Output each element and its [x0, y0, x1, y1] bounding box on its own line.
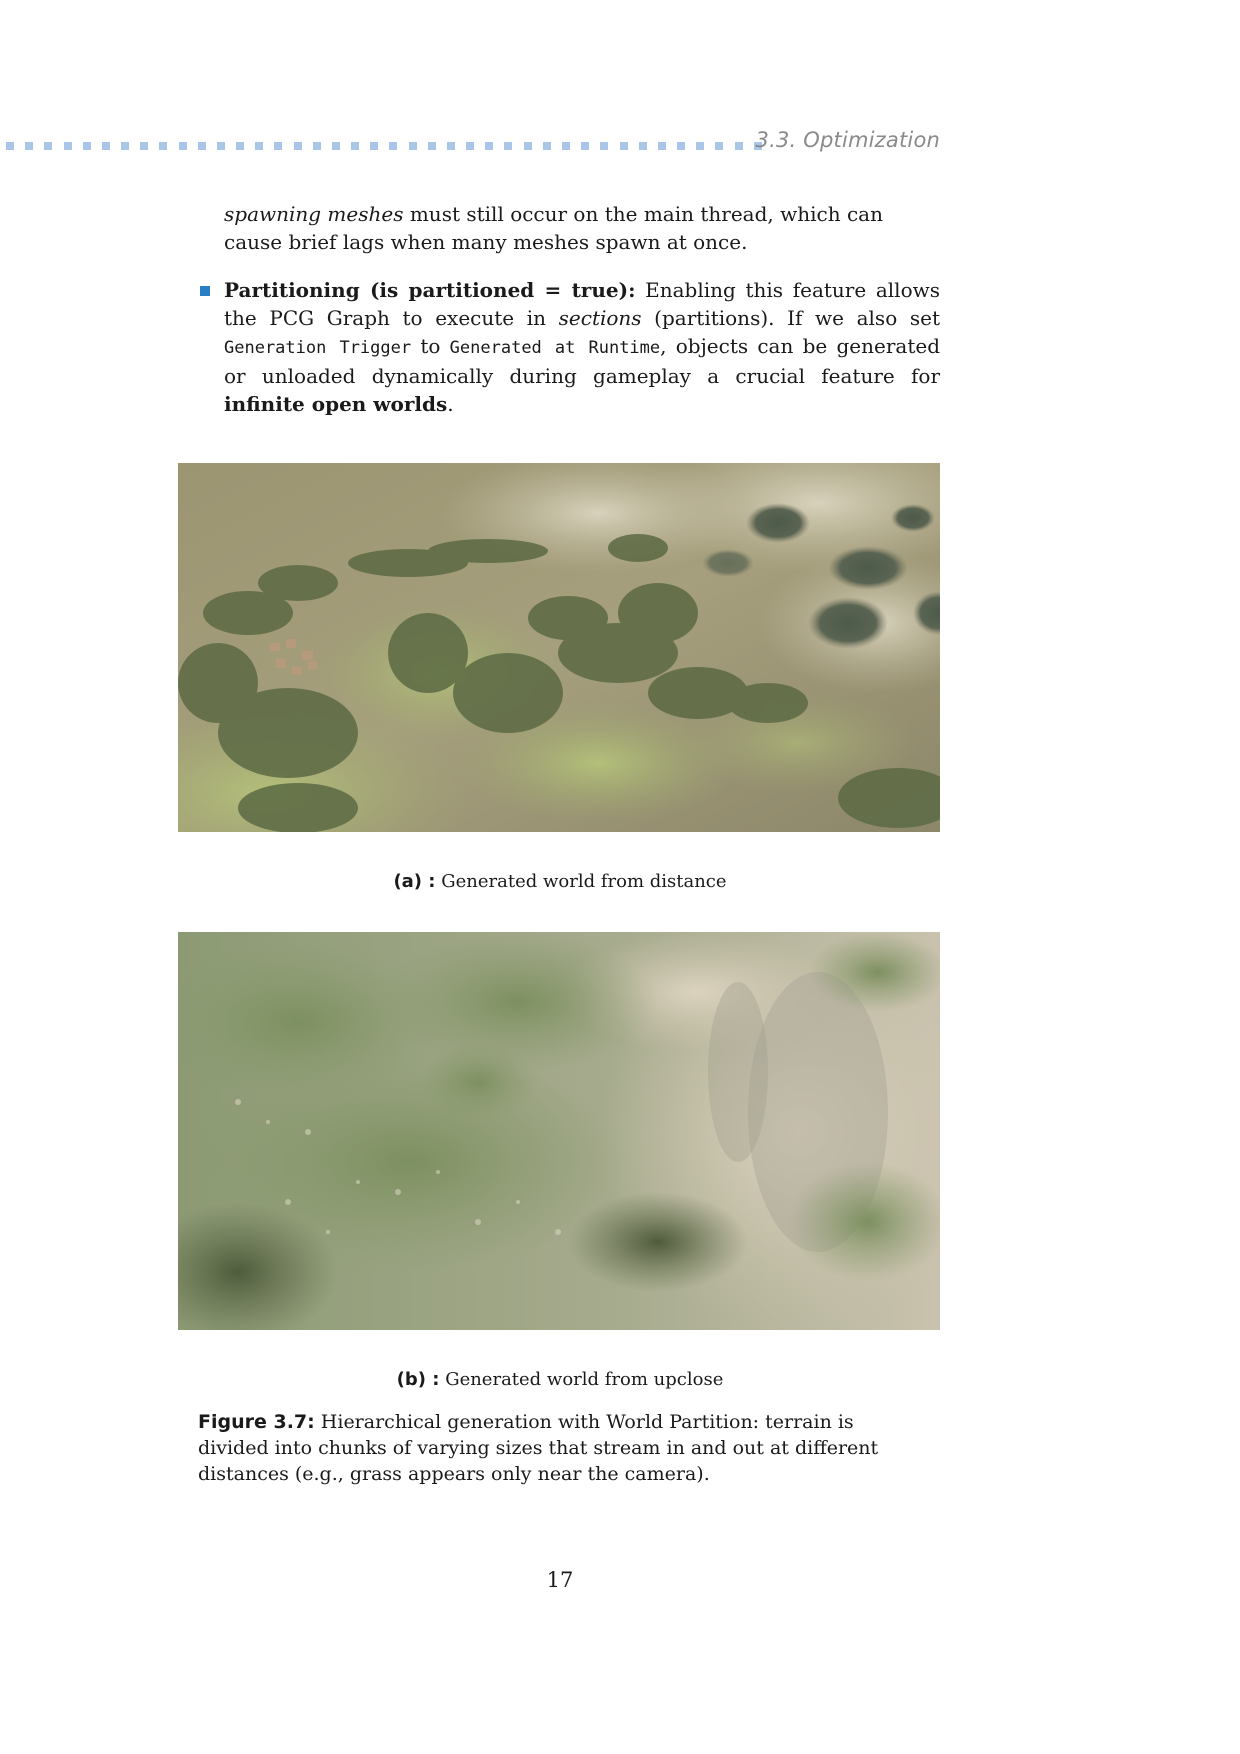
header-dot-rule — [6, 142, 762, 152]
code-generated-at-runtime: Generated at Runtime — [449, 338, 661, 358]
figure-image-upclose — [178, 932, 940, 1330]
figure-caption — [198, 1409, 924, 1487]
continuation-paragraph — [224, 200, 940, 256]
running-header — [0, 128, 940, 158]
subcaption-a — [0, 871, 1120, 892]
bullet-item — [200, 276, 940, 418]
bullet-italic: sections — [558, 306, 642, 330]
code-generation-trigger: Generation Trigger — [224, 338, 412, 358]
bullet-text-part: Enabling this feature allows the PCG Graph to execute in — [224, 278, 941, 330]
bullet-square-icon — [200, 286, 210, 296]
subcaption-label: (b) : — [396, 1369, 440, 1390]
bullet-bold-end: infinite open worlds — [224, 392, 448, 416]
caption-text: Hierarchical generation with World Partition: terrain is divided into chunks of varying sizes that stream in and out at different distances (e.g., grass appears only near the camera). — [198, 1411, 879, 1485]
bullet-text-part: , objects can be generated or unloaded dynamically during gameplay a crucial feature for — [224, 334, 940, 388]
caption-label: Figure 3.7: — [198, 1411, 315, 1433]
terrain-aerial-render — [178, 463, 940, 832]
continuation-text: must still occur on the main thread, which can cause brief lags when many meshes spawn at once. — [224, 202, 883, 254]
italic-lead: spawning meshes — [224, 202, 404, 226]
bullet-text-part: (partitions). If we also set — [641, 306, 940, 330]
subcaption-label: (a) : — [393, 871, 436, 892]
forest-closeup-render — [178, 932, 940, 1330]
subcaption-text: Generated world from distance — [441, 871, 727, 892]
bullet-bold-lead: Partitioning (is partitioned = true): — [224, 278, 636, 302]
subcaption-text: Generated world from upclose — [445, 1369, 724, 1390]
figure-image-distance — [178, 463, 940, 832]
bullet-text-part: to — [411, 334, 450, 358]
section-title: 3.3. Optimization — [755, 128, 940, 152]
bullet-text — [224, 276, 940, 418]
page-number: 17 — [546, 1568, 574, 1592]
subcaption-b — [0, 1369, 1120, 1390]
bullet-text-part: . — [447, 392, 454, 416]
